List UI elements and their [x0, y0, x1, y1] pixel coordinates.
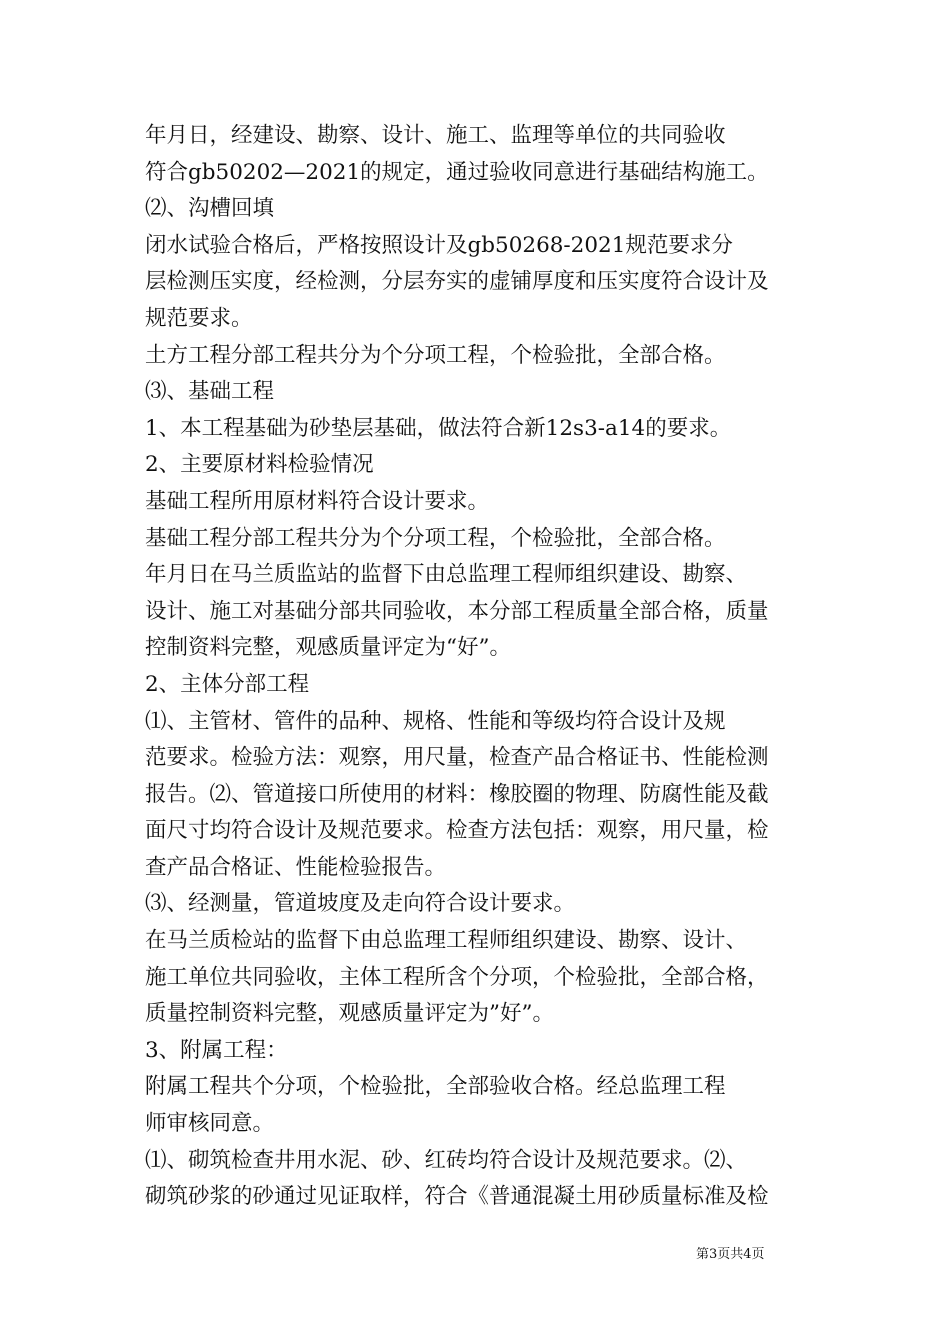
text-line: 质量控制资料完整，观感质量评定为”好”。: [145, 1001, 554, 1027]
text-line: ⑶、基础工程: [145, 379, 275, 405]
text-line: 基础工程所用原材料符合设计要求。: [145, 488, 490, 514]
text-line: 附属工程共个分项，个检验批，全部验收合格。经总监理工程: [145, 1074, 726, 1100]
text-line: 设计、施工对基础分部共同验收，本分部工程质量全部合格，质量: [145, 598, 769, 624]
text-line: 符合gb50202—2021的规定，通过验收同意进行基础结构施工。: [145, 159, 769, 185]
text-line: 年月日，经建设、勘察、设计、施工、监理等单位的共同验收: [145, 123, 726, 148]
document-body: [145, 118, 810, 1216]
text-line: 1、本工程基础为砂垫层基础，做法符合新12s3-a14的要求。: [145, 415, 732, 441]
text-line: 范要求。检验方法：观察，用尺量，检查产品合格证书、性能检测: [145, 745, 769, 771]
text-line: 面尺寸均符合设计及规范要求。检查方法包括：观察，用尺量，检: [145, 818, 769, 844]
text-line: 报告。⑵、管道接口所使用的材料：橡胶圈的物理、防腐性能及截: [145, 781, 769, 807]
text-line: 砌筑砂浆的砂通过见证取样，符合《普通混凝土用砂质量标准及检: [145, 1184, 769, 1210]
text-line: 规范要求。: [145, 305, 253, 331]
text-line: ⑴、砌筑检查井用水泥、砂、红砖均符合设计及规范要求。⑵、: [145, 1147, 748, 1173]
text-line: 2、主体分部工程: [145, 671, 310, 697]
text-line: 闭水试验合格后，严格按照设计及gb50268-2021规范要求分: [145, 232, 733, 258]
text-line: 在马兰质检站的监督下由总监理工程师组织建设、勘察、设计、: [145, 928, 748, 954]
text-line: ⑵、沟槽回填: [145, 196, 275, 222]
text-line: 土方工程分部工程共分为个分项工程，个检验批，全部合格。: [145, 342, 726, 368]
text-line: 基础工程分部工程共分为个分项工程，个检验批，全部合格。: [145, 525, 726, 551]
page-number: 第3页共4页: [696, 1247, 765, 1262]
text-line: ⑶、经测量，管道坡度及走向符合设计要求。: [145, 891, 576, 917]
text-line: 施工单位共同验收，主体工程所含个分项，个检验批，全部合格，: [145, 964, 769, 990]
text-line: 查产品合格证、性能检验报告。: [145, 854, 447, 880]
text-line: 控制资料完整，观感质量评定为“好”。: [145, 635, 511, 661]
text-line: 2、主要原材料检验情况: [145, 452, 374, 478]
text-line: 师审核同意。: [145, 1111, 275, 1137]
text-line: 年月日在马兰质监站的监督下由总监理工程师组织建设、勘察、: [145, 562, 748, 588]
text-line: 3、附属工程：: [145, 1037, 288, 1063]
text-line: ⑴、主管材、管件的品种、规格、性能和等级均符合设计及规: [145, 708, 726, 734]
text-line: 层检测压实度，经检测，分层夯实的虚铺厚度和压实度符合设计及: [145, 269, 769, 295]
